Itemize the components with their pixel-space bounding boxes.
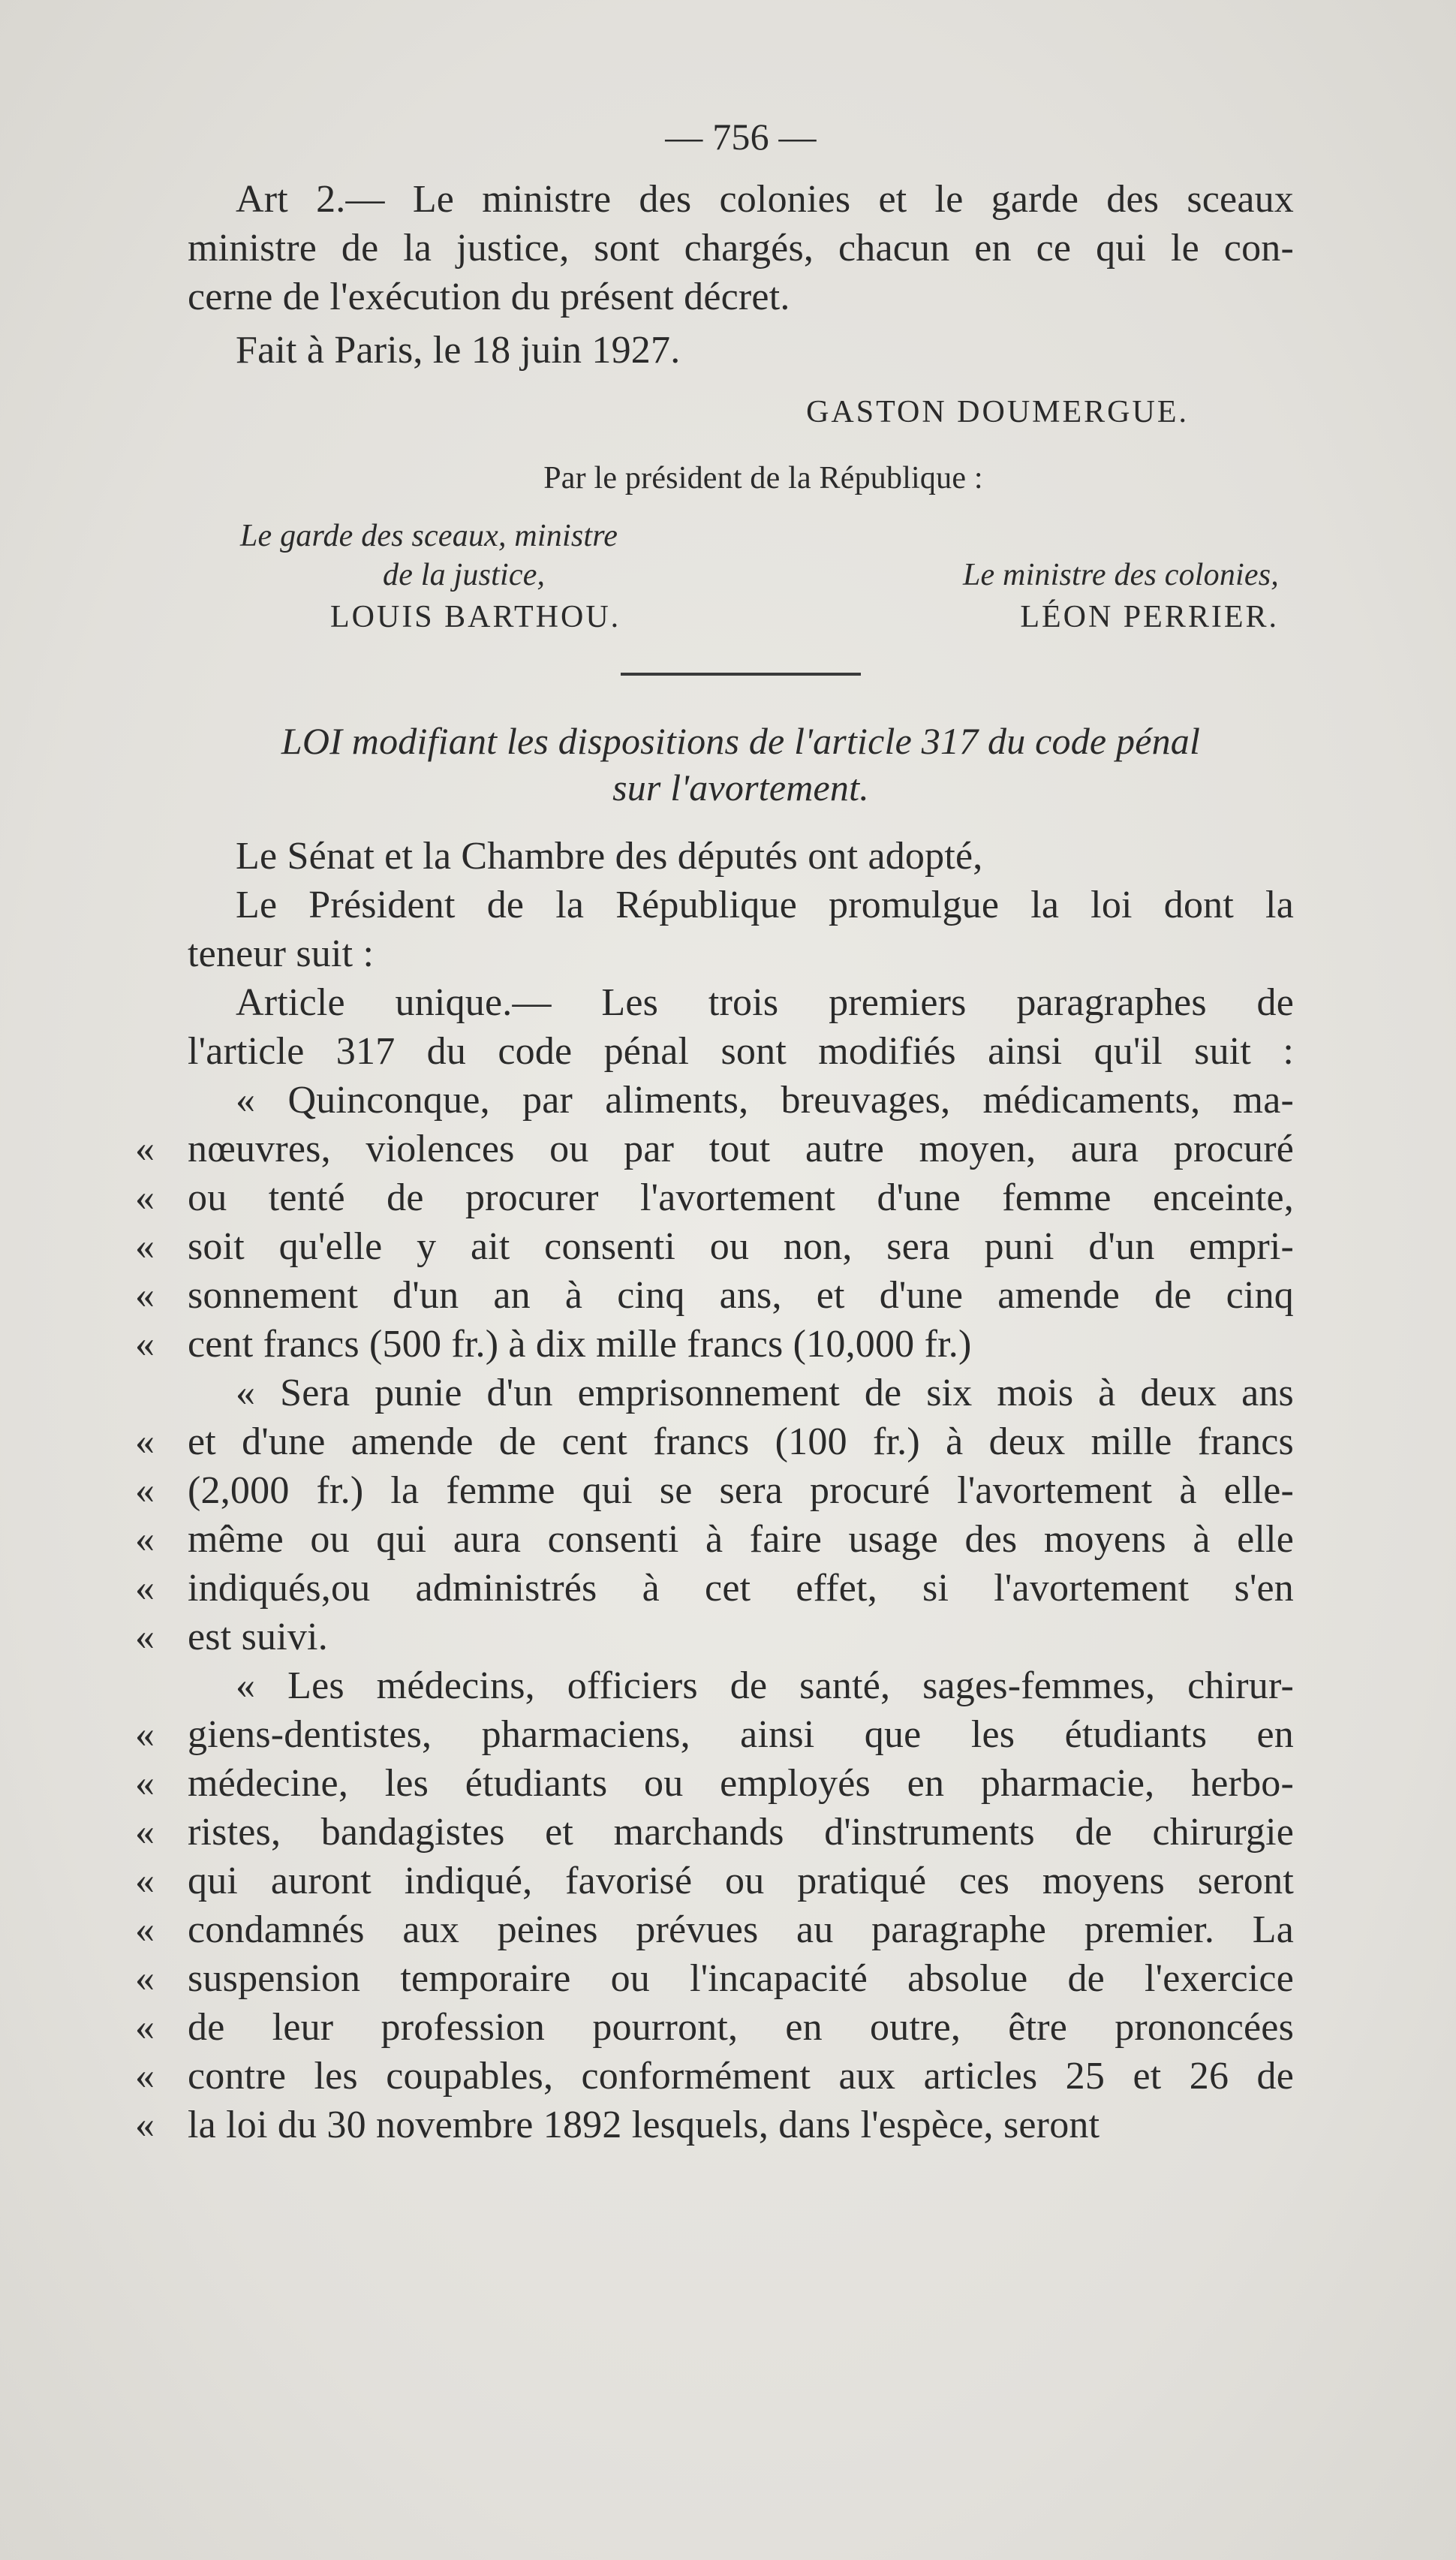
quote-mark: « bbox=[135, 1860, 155, 1902]
quoted-line bbox=[135, 1857, 1294, 1905]
quoted-line-text: contre les coupables, conformément aux articles 25 et 26 de bbox=[188, 2055, 1294, 2098]
quote-mark: « bbox=[135, 1908, 155, 1951]
quoted-line bbox=[135, 1320, 1294, 1369]
quoted-line bbox=[188, 1661, 1294, 1710]
quoted-line bbox=[135, 1173, 1294, 1222]
quote-mark: « bbox=[135, 1616, 155, 1658]
quoted-line bbox=[188, 1369, 1294, 1417]
quote-mark: « bbox=[135, 1128, 155, 1170]
text-line: Le Président de la République promulgue la loi dont la bbox=[236, 884, 1294, 926]
quoted-line bbox=[135, 1954, 1294, 2003]
quoted-line bbox=[135, 1564, 1294, 1613]
president-signature: GASTON DOUMERGUE. bbox=[806, 395, 1189, 429]
quoted-line-text: « Les médecins, officiers de santé, sages-femmes, chirur- bbox=[236, 1664, 1294, 1707]
quoted-line-text: indiqués,ou administrés à cet effet, si l'avortement s'en bbox=[188, 1567, 1294, 1610]
quote-mark: « bbox=[135, 2055, 155, 2098]
quoted-line bbox=[135, 1710, 1294, 1759]
quoted-line-text: condamnés aux peines prévues au paragraphe premier. La bbox=[188, 1908, 1294, 1951]
quoted-line-text: ou tenté de procurer l'avortement d'une femme enceinte, bbox=[188, 1176, 1294, 1219]
quote-mark: « bbox=[135, 1713, 155, 1756]
quote-mark: « bbox=[135, 2006, 155, 2049]
quoted-line bbox=[135, 2101, 1294, 2149]
preamble-senat: Le Sénat et la Chambre des députés ont adopté, bbox=[236, 835, 983, 878]
quoted-line-text: de leur profession pourront, en outre, être prononcées bbox=[188, 2006, 1294, 2049]
quoted-line bbox=[188, 1076, 1294, 1125]
decree-date: Fait à Paris, le 18 juin 1927. bbox=[236, 329, 681, 372]
loi-title-line: LOI modifiant les dispositions de l'article 317 du code pénal bbox=[281, 720, 1201, 762]
quoted-line-text: et d'une amende de cent francs (100 fr.) à deux mille francs bbox=[188, 1420, 1294, 1463]
quoted-line-text: ristes, bandagistes et marchands d'instruments de chirurgie bbox=[188, 1811, 1294, 1854]
quoted-line bbox=[135, 1613, 1294, 1661]
quoted-line-text: qui auront indiqué, favorisé ou pratiqué ces moyens seront bbox=[188, 1860, 1294, 1902]
quoted-line bbox=[135, 1466, 1294, 1515]
quote-mark: « bbox=[135, 1176, 155, 1219]
quoted-line-text: sonnement d'un an à cinq ans, et d'une amende de cinq bbox=[188, 1274, 1294, 1317]
page-number: — 756 — bbox=[665, 116, 817, 158]
quoted-paragraph-2 bbox=[135, 1369, 1294, 1661]
section-divider bbox=[621, 673, 861, 676]
justice-title bbox=[240, 517, 811, 595]
par-le-president: Par le président de la République : bbox=[543, 461, 983, 495]
text-line: l'article 317 du code pénal sont modifiés ainsi qu'il suit : bbox=[188, 1030, 1294, 1073]
quoted-line bbox=[135, 1125, 1294, 1173]
quoted-line-text: soit qu'elle y ait consenti ou non, sera puni d'un empri- bbox=[188, 1225, 1294, 1268]
quoted-line bbox=[135, 1222, 1294, 1271]
quoted-line-text: la loi du 30 novembre 1892 lesquels, dans l'espèce, seront bbox=[188, 2104, 1100, 2146]
quote-mark: « bbox=[135, 1274, 155, 1317]
countersign-colonies bbox=[829, 517, 1294, 640]
quote-mark: « bbox=[135, 1469, 155, 1512]
justice-title-line: de la justice, bbox=[383, 558, 546, 592]
loi-title-line: sur l'avortement. bbox=[612, 766, 869, 809]
article-2 bbox=[188, 175, 1294, 321]
quote-mark: « bbox=[135, 1420, 155, 1463]
quote-mark: « bbox=[135, 1762, 155, 1805]
justice-name: LOUIS BARTHOU. bbox=[330, 600, 621, 634]
quoted-paragraph-1 bbox=[135, 1076, 1294, 1369]
quoted-line-text: nœuvres, violences ou par tout autre moyen, aura procuré bbox=[188, 1128, 1294, 1170]
quote-mark: « bbox=[135, 1225, 155, 1268]
text-line: ministre de la justice, sont chargés, chacun en ce qui le con- bbox=[188, 227, 1294, 270]
quote-mark: « bbox=[135, 1518, 155, 1561]
article-unique bbox=[188, 978, 1294, 1076]
quoted-line-text: giens-dentistes, pharmaciens, ainsi que les étudiants en bbox=[188, 1713, 1294, 1756]
quoted-line-text: est suivi. bbox=[188, 1616, 328, 1658]
quoted-line bbox=[135, 2052, 1294, 2101]
colonies-name: LÉON PERRIER. bbox=[1020, 600, 1279, 634]
quoted-line-text: suspension temporaire ou l'incapacité absolue de l'exercice bbox=[188, 1957, 1294, 2000]
preamble-president bbox=[188, 881, 1294, 978]
quoted-line-text: médecine, les étudiants ou employés en pharmacie, herbo- bbox=[188, 1762, 1294, 1805]
quoted-line-text: « Quinconque, par aliments, breuvages, médicaments, ma- bbox=[236, 1079, 1294, 1122]
quoted-line bbox=[135, 1905, 1294, 1954]
quoted-line bbox=[135, 1808, 1294, 1857]
quoted-line-text: (2,000 fr.) la femme qui se sera procuré l'avortement à elle- bbox=[188, 1469, 1294, 1512]
quoted-line bbox=[135, 1417, 1294, 1466]
quoted-line bbox=[135, 1515, 1294, 1564]
quoted-line-text: cent francs (500 fr.) à dix mille francs (10,000 fr.) bbox=[188, 1323, 972, 1366]
quoted-line bbox=[135, 1759, 1294, 1808]
text-line: teneur suit : bbox=[188, 932, 375, 975]
text-line: Art 2.— Le ministre des colonies et le garde des sceaux bbox=[236, 178, 1294, 221]
colonies-title: Le ministre des colonies, bbox=[962, 558, 1279, 592]
quote-mark: « bbox=[135, 1811, 155, 1854]
quote-mark: « bbox=[135, 1957, 155, 2000]
quoted-line-text: même ou qui aura consenti à faire usage des moyens à elle bbox=[188, 1518, 1294, 1561]
loi-title bbox=[188, 718, 1294, 811]
countersign-justice bbox=[188, 517, 811, 640]
page-text bbox=[135, 113, 1294, 2149]
text-line: Article unique.— Les trois premiers paragraphes de bbox=[236, 981, 1294, 1024]
quoted-line bbox=[135, 2003, 1294, 2052]
quote-mark: « bbox=[135, 1323, 155, 1366]
quote-mark: « bbox=[135, 2104, 155, 2146]
countersignatures bbox=[188, 517, 1294, 640]
quoted-paragraph-3 bbox=[135, 1661, 1294, 2149]
text-line: cerne de l'exécution du présent décret. bbox=[188, 276, 790, 318]
quoted-line-text: « Sera punie d'un emprisonnement de six mois à deux ans bbox=[236, 1372, 1294, 1414]
quoted-line bbox=[135, 1271, 1294, 1320]
justice-title-line: Le garde des sceaux, ministre bbox=[240, 519, 618, 553]
quote-mark: « bbox=[135, 1567, 155, 1610]
